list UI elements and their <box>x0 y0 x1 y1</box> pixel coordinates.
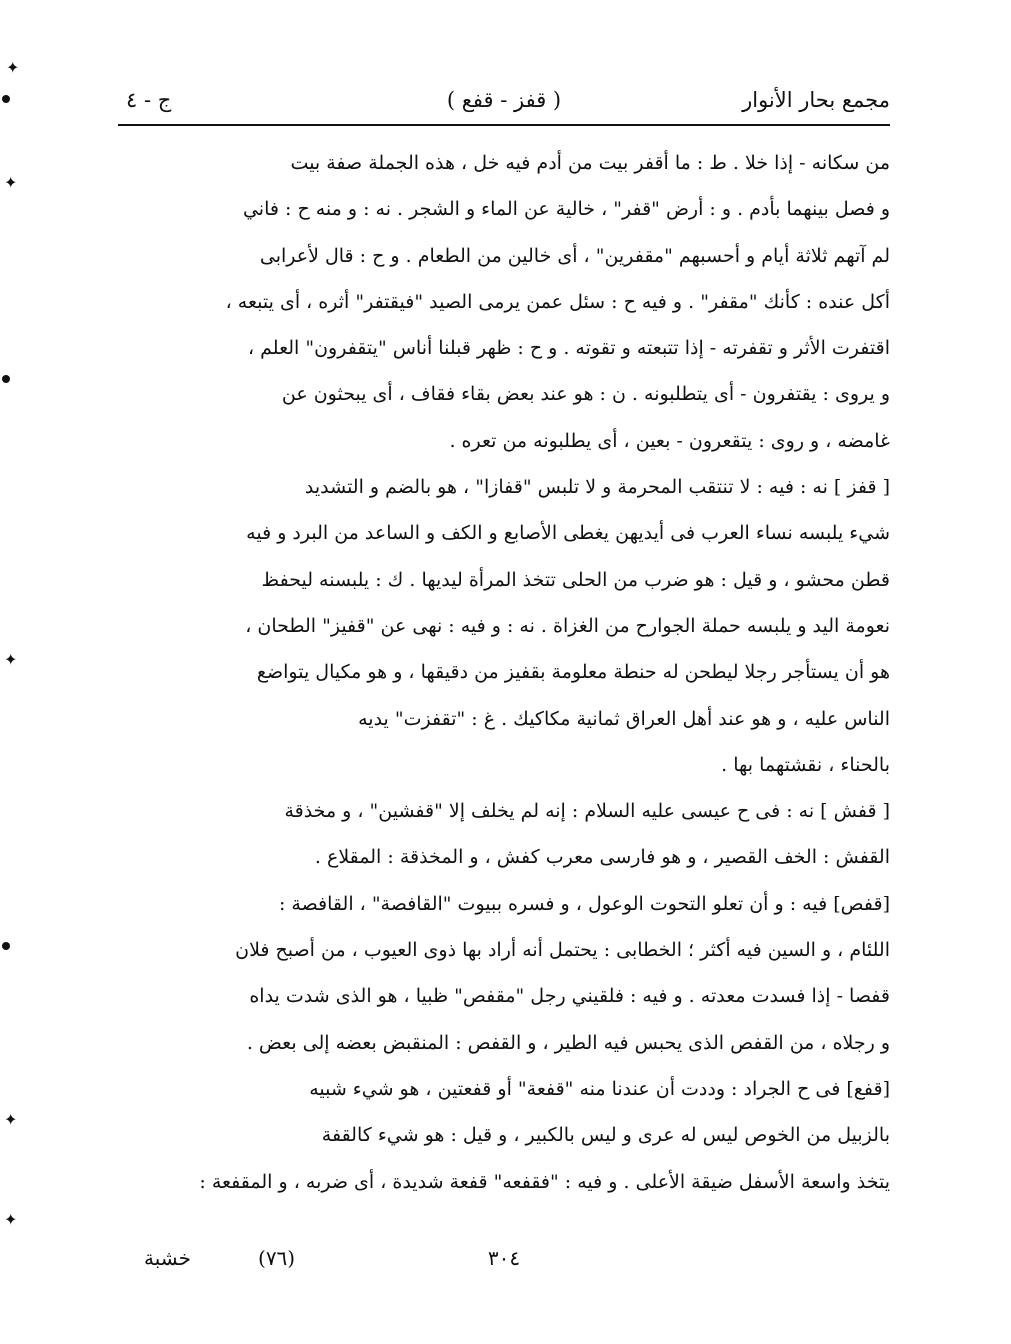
margin-speck: ✦ <box>6 58 20 77</box>
margin-speck <box>2 375 10 383</box>
text-line: نعومة اليد و يلبسه حملة الجوارح من الغزاة . نه : و فيه : نهى عن "قفيز" الطحان ، <box>245 614 890 637</box>
margin-speck <box>2 942 10 950</box>
text-line: اقتفرت الأثر و تقفرته - إذا تتبعته و تقوته . و ح : ظهر قبلنا أناس "يتقفرون" العلم ، <box>247 337 890 360</box>
margin-speck: ✦ <box>4 650 18 669</box>
margin-speck <box>2 95 10 103</box>
text-line: القفش : الخف القصير ، و هو فارسى معرب كفش ، و المخذقة : المقلاع . <box>314 846 890 869</box>
margin-speck: ✦ <box>4 173 18 192</box>
page-footer <box>118 1240 890 1280</box>
page-header <box>118 80 890 126</box>
catchword: خشبة <box>144 1246 191 1270</box>
text-line: لم آتهم ثلاثة أيام و أحسبهم "مقفرين" ، أى خالين من الطعام . و ح : قال لأعرابى <box>259 244 890 267</box>
page-number: ٣٠٤ <box>487 1246 521 1270</box>
text-line: اللئام ، و السين فيه أكثر ؛ الخطابى : يحتمل أنه أراد بها ذوى العيوب ، من أصبح فلان <box>235 939 890 962</box>
text-line: [ قفز ] نه : فيه : لا تنتقب المحرمة و لا تلبس "قفازا" ، هو بالضم و التشديد <box>304 476 890 499</box>
text-line: شيء يلبسه نساء العرب فى أيديهن يغطى الأصابع و الكف و الساعد من البرد و فيه <box>246 522 890 545</box>
text-line: من سكانه - إذا خلا . ط : ما أقفر بيت من أدم فيه خل ، هذه الجملة صفة بيت <box>290 152 890 174</box>
book-title: مجمع بحار الأنوار <box>742 88 890 112</box>
text-line: [قفص] فيه : و أن تعلو التحوت الوعول ، و فسره ببيوت "القافصة" ، القافصة : <box>278 892 890 915</box>
text-line: يتخذ واسعة الأسفل ضيقة الأعلى . و فيه : "فقفعه" قفعة شديدة ، أى ضربه ، و المقفعة : <box>199 1170 890 1193</box>
margin-speck: ✦ <box>4 1210 18 1229</box>
section-heading: ( قفز - قفع ) <box>446 88 562 112</box>
text-line: الناس عليه ، و هو عند أهل العراق ثمانية مكاكيك . غ : "تقفزت" يديه <box>358 707 890 730</box>
signature-mark: (٧٦) <box>258 1246 296 1270</box>
text-line: [قفع] فى ح الجراد : وددت أن عندنا منه "قفعة" أو قفعتين ، هو شيء شبيه <box>309 1077 890 1100</box>
header-rule <box>118 124 890 126</box>
text-line: بالزبيل من الخوص ليس له عرى و ليس بالكبير ، و قيل : هو شيء كالقفة <box>321 1124 890 1147</box>
margin-speck: ✦ <box>4 1110 18 1129</box>
text-line: قطن محشو ، و قيل : هو ضرب من الحلى تتخذ المرأة ليديها . ك : يلبسنه ليحفظ <box>261 568 890 591</box>
text-line: بالحناء ، نقشتهما بها . <box>721 753 890 776</box>
volume-label: ج - ٤ <box>126 88 172 112</box>
text-line: [ قفش ] نه : فى ح عيسى عليه السلام : إنه لم يخلف إلا "قفشين" ، و مخذقة <box>284 800 890 823</box>
text-line: و رجلاه ، من القفص الذى يحبس فيه الطير ، و القفص : المنقبض بعضه إلى بعض . <box>246 1031 890 1054</box>
text-line: أكل عنده : كأنك "مقفر" . و فيه ح : سئل عمن يرمى الصيد "فيقتفر" أثره ، أى يتبعه ، <box>225 290 890 313</box>
page-body <box>118 140 890 1205</box>
text-line: هو أن يستأجر رجلا ليطحن له حنطة معلومة بقفيز من دقيقها ، و هو مكيال يتواضع <box>256 661 890 684</box>
text-line: غامضه ، و روى : يتقعرون - بعين ، أى يطلبونه من تعره . <box>449 429 890 452</box>
text-line: و فصل بينهما بأدم . و : أرض "قفر" ، خالية عن الماء و الشجر . نه : و منه ح : فاني <box>242 198 890 221</box>
text-line: قفصا - إذا فسدت معدته . و فيه : فلقيني رجل "مقفص" ظبيا ، هو الذى شدت يداه <box>249 985 890 1008</box>
text-line: و يروى : يقتفرون - أى يتطلبونه . ن : هو عند بعض بقاء فقاف ، أى يبحثون عن <box>281 383 890 406</box>
